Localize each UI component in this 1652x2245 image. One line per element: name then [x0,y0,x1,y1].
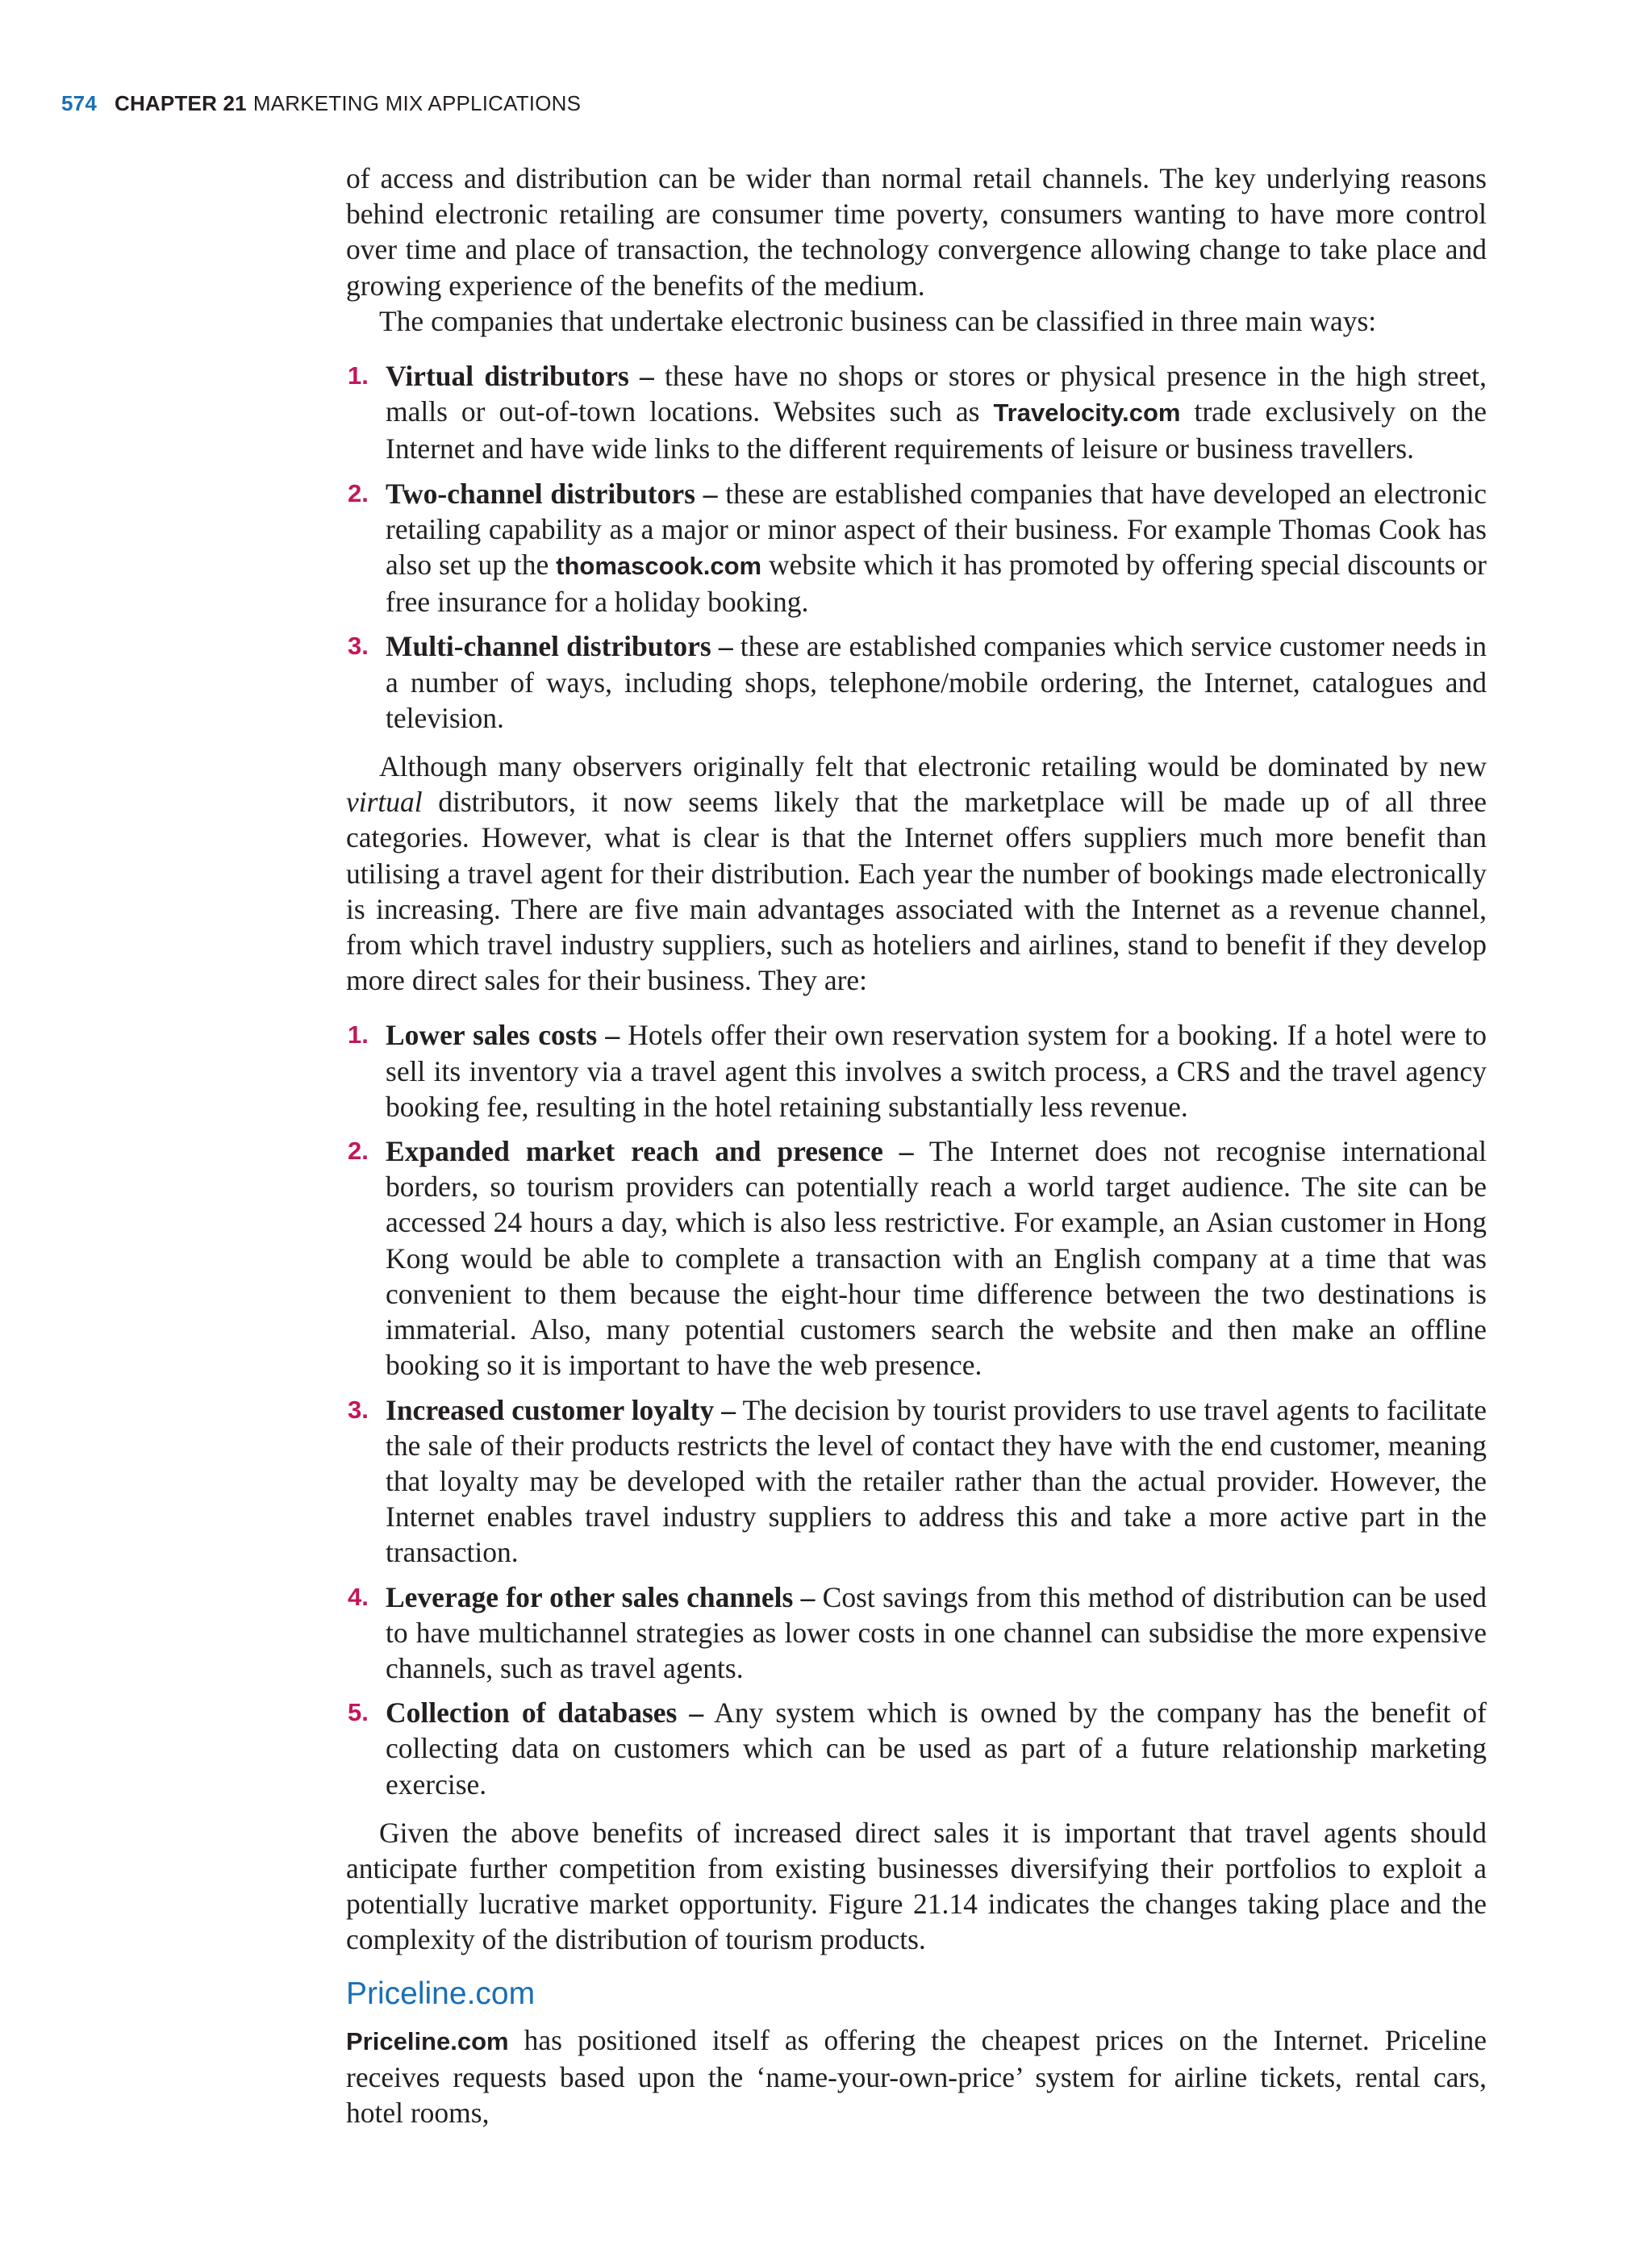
list-number: 2. [348,1137,369,1166]
item-text: these are established companies that have developed an electronic retailing capability as a major or minor aspect of their business. For example Thomas Cook has also set up the [386,477,1487,582]
list-item-lower-sales-costs [346,1017,1487,1125]
travelocity-brand: Travelocity.com [993,399,1181,428]
italic-virtual: virtual [346,786,423,819]
term-increased-customer-loyalty: Increased customer loyalty – [386,1393,736,1426]
list-number: 1. [348,1020,369,1049]
list-number: 4. [348,1582,369,1611]
priceline-brand: Priceline.com [346,2026,509,2055]
item-text: trade exclusively on the Internet and have wide links to the different requirements of leisure or business travellers. [386,395,1487,465]
list-item-collection-of-databases [346,1695,1487,1802]
paragraph-text: Although many observers originally felt that electronic retailing would be dominated by new [379,750,1487,783]
distributor-types-list [346,358,1487,736]
paragraph-conclusion: Given the above benefits of increased direct sales it is important that travel agents should anticipate further competition from existing businesses diversifying their portfolios to exploit a potentially lucrative market opportunity. Figure 21.14 indicates the changes taking place and the complexity of the distribution of tourism products. [346,1816,1487,1956]
paragraph-text: distributors, it now seems likely that the marketplace will be made up of all three categories. However, what is clear is that the Internet offers suppliers much more benefit than utilising a travel agent for their distribution. Each year the number of bookings made electronically is increasing. There are five main advantages associated with the Internet as a revenue channel, from which travel industry suppliers, such as hoteliers and airlines, stand to benefit if they develop more direct sales for their business. They are: [346,786,1487,997]
term-collection-of-databases: Collection of databases – [386,1696,704,1730]
list-item-multi-channel-distributors [346,628,1487,736]
running-head [61,89,581,118]
term-two-channel-distributors: Two-channel distributors – [386,477,718,510]
list-item-two-channel-distributors [346,476,1487,620]
item-text: these are established companies which service customer needs in a number of ways, including shops, telephone/mobile ordering, the Internet, catalogues and television. [386,630,1487,734]
term-lower-sales-costs: Lower sales costs – [386,1019,620,1052]
item-text: The Internet does not recognise international borders, so tourism providers can potentially reach a world target audience. The site can be accessed 24 hours a day, which is also less restrictive. For example, an Asian customer in Hong Kong would be able to complete a transaction with an English company at a time that was convenient to them because the eight-hour time difference between the two destinations is immaterial. Also, many potential customers search the website and then make an offline booking so it is important to have the web presence. [386,1135,1487,1382]
term-expanded-market-reach: Expanded market reach and presence – [386,1135,914,1168]
page-number: 574 [61,91,97,115]
list-number: 3. [348,1395,369,1424]
list-item-increased-customer-loyalty [346,1392,1487,1571]
paragraph-priceline [346,2022,1487,2131]
list-number: 5. [348,1698,369,1727]
item-text: Cost savings from this method of distribution can be used to have multichannel strategies as lower costs in one channel can subsidise the more expensive channels, such as travel agents. [386,1580,1487,1684]
list-item-leverage-sales-channels [346,1579,1487,1687]
item-text: Any system which is owned by the company has the benefit of collecting data on customers which can be used as part of a future relationship marketing exercise. [386,1696,1487,1801]
thomascook-brand: thomascook.com [556,552,762,581]
paragraph-classification: The companies that undertake electronic business can be classified in three main ways: [379,304,1377,337]
item-text: website which it has promoted by offering special discounts or free insurance for a holiday booking. [386,549,1487,619]
item-text: Hotels offer their own reservation system for a booking. If a hotel were to sell its inventory via a travel agent this involves a switch process, a CRS and the travel agency booking fee, resulting in the hotel retaining substantially less revenue. [386,1019,1487,1123]
item-text: The decision by tourist providers to use travel agents to facilitate the sale of their products restricts the level of contact they have with the end customer, meaning that loyalty may be developed with the retailer rather than the actual provider. However, the Internet enables travel industry suppliers to address this and take a more active part in the transaction. [386,1393,1487,1569]
advantages-list [346,1017,1487,1801]
paragraph-continued: of access and distribution can be wider than normal retail channels. The key underlying reasons behind electronic retailing are consumer time poverty, consumers wanting to have more control over time and place of transaction, the technology convergence allowing change to take place and growing experience of the benefits of the medium. [346,162,1487,302]
list-number: 1. [348,361,369,390]
paragraph-observers [346,749,1487,998]
section-heading-priceline: Priceline.com [346,1976,536,2011]
paragraph-text: has positioned itself as offering the cheapest prices on the Internet. Priceline receives requests based upon the ‘name-your-own-price’ system for airline tickets, rental cars, hotel rooms, [346,2023,1487,2129]
list-item-virtual-distributors [346,358,1487,467]
item-text: these have no shops or stores or physical presence in the high street, malls or out-of-town locations. Websites such as [386,360,1487,428]
term-multi-channel-distributors: Multi-channel distributors – [386,630,733,663]
chapter-label: CHAPTER 21 [114,91,247,115]
term-virtual-distributors: Virtual distributors – [386,360,654,393]
list-number: 3. [348,632,369,661]
term-leverage-sales-channels: Leverage for other sales channels – [386,1580,816,1613]
list-item-expanded-market-reach [346,1133,1487,1383]
page-body [346,161,1487,2130]
list-number: 2. [348,478,369,507]
chapter-title: MARKETING MIX APPLICATIONS [252,91,582,115]
